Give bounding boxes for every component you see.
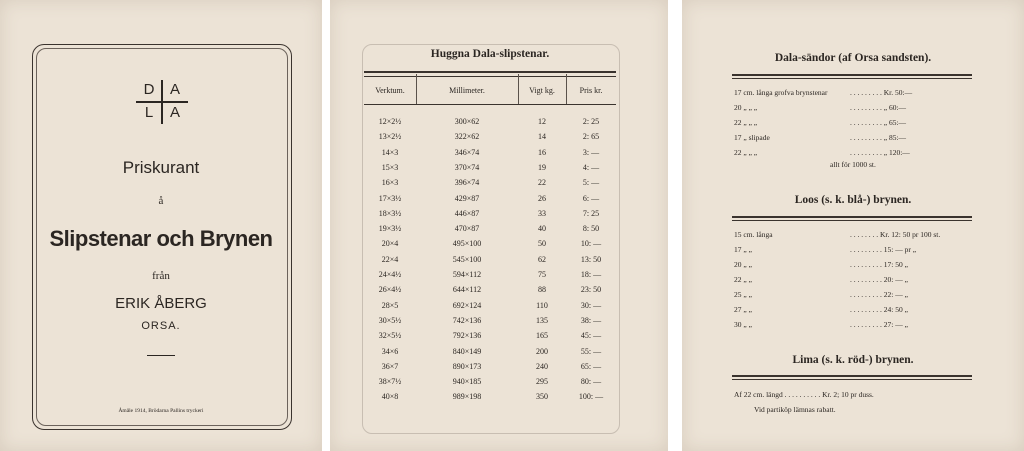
table-cell: 24×4½ xyxy=(378,270,402,279)
price-row-value: . . . . . . . . Kr. 12: 50 pr 100 st. xyxy=(850,230,941,239)
printer-footer: Åmåle 1914, Brödarna Pallins tryckeri xyxy=(118,408,204,414)
table-cell: 7: 25 xyxy=(582,208,600,218)
table-cell: 36×7 xyxy=(381,361,399,371)
table-cell: 240 xyxy=(536,361,548,371)
header-rule xyxy=(364,104,616,105)
price-row-value: . . . . . . . . . 17: 50 „ xyxy=(850,260,908,269)
header-vigt: Vigt kg. xyxy=(529,86,555,95)
table-cell: 322×62 xyxy=(454,132,480,142)
header-verktum: Verktum. xyxy=(375,86,405,95)
table-cell: 26 xyxy=(538,193,546,203)
price-row-value: . . . . . . . . . 24: 50 „ xyxy=(850,305,908,314)
author-place: ORSA. xyxy=(141,320,181,332)
table-cell: 50 xyxy=(538,239,546,249)
section1-note: allt för 1000 st. xyxy=(830,160,876,169)
price-row-label: 17 „ „ xyxy=(734,245,752,254)
table-cell: 742×136 xyxy=(452,315,482,325)
table-cell: 80: — xyxy=(580,377,602,387)
table-cell: 396×74 xyxy=(454,178,480,188)
section3-rule xyxy=(732,375,972,377)
price-row-value: . . . . . . . . . 22: — „ xyxy=(850,290,908,299)
table-cell: 840×149 xyxy=(452,346,482,356)
divider xyxy=(147,355,175,356)
table-title: Huggna Dala-slipstenar. xyxy=(430,48,550,60)
table-cell: 19 xyxy=(538,162,546,172)
price-row-label: 25 „ „ xyxy=(734,290,752,299)
table-cell: 30×5½ xyxy=(378,315,402,325)
price-row-value: . . . . . . . . . 20: — „ xyxy=(850,275,908,284)
main-title: Slipstenar och Brynen xyxy=(49,226,273,251)
logo-letter-l: L xyxy=(144,104,154,121)
table-cell: 100: — xyxy=(578,392,604,402)
price-row-value: . . . . . . . . . 27: — „ xyxy=(850,320,908,329)
price-row-label: 17 „ slipade xyxy=(734,133,770,142)
section1-title: Dala-sändor (af Orsa sandsten). xyxy=(774,52,932,64)
table-cell: 75 xyxy=(538,270,546,279)
header-millimeter: Millimeter. xyxy=(449,86,485,95)
table-cell: 110 xyxy=(536,300,548,310)
table-cell: 989×198 xyxy=(452,392,482,402)
header-pris: Pris kr. xyxy=(579,86,603,95)
table-cell: 3: — xyxy=(582,147,600,157)
price-row-value: . . . . . . . . . „ 120:— xyxy=(850,148,910,157)
table-cell: 370×74 xyxy=(454,162,480,172)
table-cell: 644×112 xyxy=(452,285,482,295)
table-cell: 5: — xyxy=(582,178,600,188)
price-row-value: . . . . . . . . . „ 60:— xyxy=(850,103,907,112)
table-cell: 300×62 xyxy=(454,117,480,126)
table-cell: 28×5 xyxy=(381,300,399,310)
fran-word: från xyxy=(152,270,170,282)
table-top-rule xyxy=(364,71,616,73)
page-cover xyxy=(0,0,322,451)
table-cell: 6: — xyxy=(582,193,600,203)
price-row-label: 22 „ „ xyxy=(734,275,752,284)
table-cell: 295 xyxy=(536,377,548,387)
table-cell: 22 xyxy=(538,178,546,188)
table-cell: 13×2½ xyxy=(378,132,402,142)
price-row-label: 15 cm. långa xyxy=(734,230,773,239)
section3-note: Vid partiköp lämnas rabatt. xyxy=(754,405,836,414)
table-cell: 12 xyxy=(538,117,546,126)
section2-rule xyxy=(732,216,972,218)
section3-row: Af 22 cm. längd . . . . . . . . . . Kr. 2; 10 pr duss. xyxy=(734,390,874,399)
table-cell: 45: — xyxy=(580,331,602,341)
table-cell: 346×74 xyxy=(454,147,480,157)
table-cell: 16 xyxy=(538,147,546,157)
logo xyxy=(136,80,188,124)
table-cell: 8: 50 xyxy=(582,224,600,234)
table-cell: 15×3 xyxy=(381,162,399,172)
table-cell: 40×8 xyxy=(381,392,399,402)
table-cell: 62 xyxy=(538,254,546,264)
section2-title: Loos (s. k. blå-) brynen. xyxy=(794,194,912,206)
table-cell: 22×4 xyxy=(381,254,399,264)
table-cell: 20×4 xyxy=(381,239,399,249)
logo-letter-a: A xyxy=(169,81,180,98)
price-row-label: 20 „ „ „ xyxy=(734,103,758,112)
table-cell: 55: — xyxy=(580,346,602,356)
table-cell: 16×3 xyxy=(381,178,399,188)
section3-title: Lima (s. k. röd-) brynen. xyxy=(792,354,914,366)
table-cell: 65: — xyxy=(580,361,602,371)
table-cell: 23: 50 xyxy=(580,285,602,295)
table-cell: 13: 50 xyxy=(580,254,602,264)
table-cell: 545×100 xyxy=(452,254,482,264)
table-cell: 135 xyxy=(536,315,548,325)
table-cell: 38×7½ xyxy=(378,377,402,387)
table-top-rule2 xyxy=(364,76,616,77)
table-cell: 18×3½ xyxy=(378,208,402,218)
price-row-value: . . . . . . . . . „ 65:— xyxy=(850,118,907,127)
table-cell: 38: — xyxy=(580,315,602,325)
price-row-value: . . . . . . . . . „ 85:— xyxy=(850,133,907,142)
section1-rule xyxy=(732,74,972,76)
table-cell: 34×6 xyxy=(381,346,399,356)
table-cell: 495×100 xyxy=(452,239,482,249)
price-row-label: 27 „ „ xyxy=(734,305,752,314)
table-cell: 594×112 xyxy=(452,270,482,279)
price-row-label: 22 „ „ „ xyxy=(734,148,758,157)
table-cell: 470×87 xyxy=(454,224,480,234)
table-cell: 30: — xyxy=(580,300,602,310)
table-cell: 17×3½ xyxy=(378,193,402,203)
table-cell: 692×124 xyxy=(452,300,482,310)
section2-rule2 xyxy=(732,220,972,221)
table-cell: 14 xyxy=(538,132,546,142)
page-brynen xyxy=(682,0,1024,451)
logo-letter-a2: A xyxy=(169,104,180,121)
table-cell: 940×185 xyxy=(452,377,482,387)
table-cell: 792×136 xyxy=(452,331,482,341)
table-cell: 14×3 xyxy=(381,147,399,157)
table-cell: 165 xyxy=(536,331,548,341)
table-cell: 2: 25 xyxy=(582,117,600,126)
table-cell: 200 xyxy=(536,346,548,356)
table-cell: 26×4½ xyxy=(378,285,402,295)
section1-rule2 xyxy=(732,78,972,79)
table-cell: 40 xyxy=(538,224,546,234)
section3-rule2 xyxy=(732,379,972,380)
price-row-label: 30 „ „ xyxy=(734,320,752,329)
table-cell: 88 xyxy=(538,285,546,295)
table-cell: 19×3½ xyxy=(378,224,402,234)
table-cell: 32×5½ xyxy=(378,331,402,341)
table-cell: 890×173 xyxy=(452,361,482,371)
logo-letter-d: D xyxy=(143,81,155,98)
author-name: ERIK ÅBERG xyxy=(115,295,207,312)
table-cell: 350 xyxy=(536,392,548,402)
price-row-label: 20 „ „ xyxy=(734,260,752,269)
price-row-value: . . . . . . . . . 15: — pr „ xyxy=(850,245,917,254)
price-row-value: . . . . . . . . . Kr. 50:— xyxy=(850,88,913,97)
priskurant-heading: Priskurant xyxy=(122,158,200,177)
table-cell: 429×87 xyxy=(454,193,480,203)
a-word: å xyxy=(158,195,164,207)
table-cell: 4: — xyxy=(582,162,600,172)
table-cell: 33 xyxy=(538,208,546,218)
price-row-label: 17 cm. långa grofva brynstenar xyxy=(734,88,828,97)
table-cell: 12×2½ xyxy=(378,117,402,126)
table-cell: 446×87 xyxy=(454,208,480,218)
price-row-label: 22 „ „ „ xyxy=(734,118,758,127)
table-cell: 10: — xyxy=(580,239,602,249)
table-cell: 18: — xyxy=(580,270,602,279)
table-cell: 2: 65 xyxy=(582,132,600,142)
